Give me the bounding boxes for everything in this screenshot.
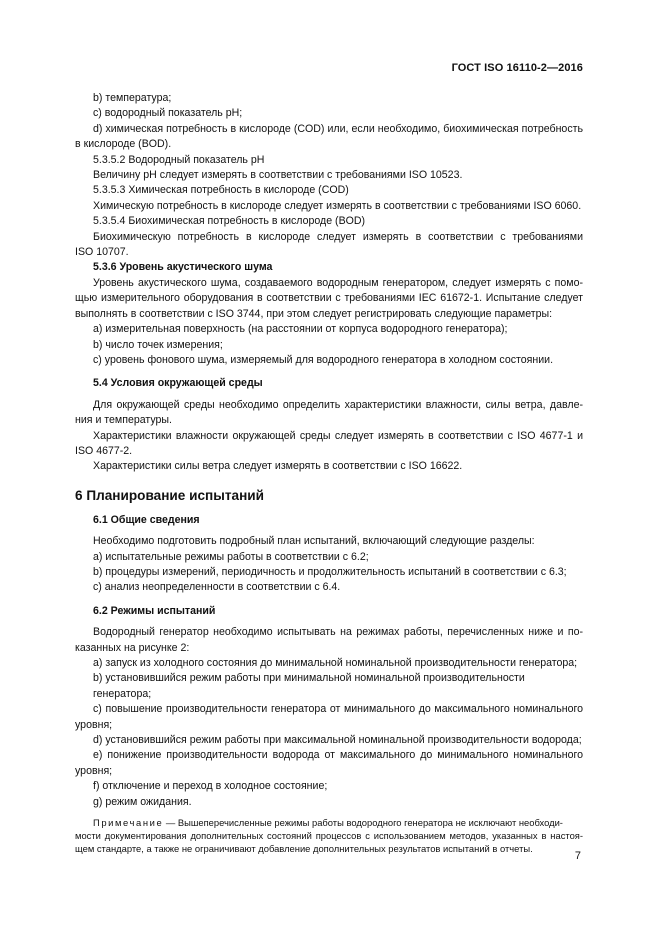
paragraph: Биохимическую потребность в кислороде следует измерять в соответствии с требованиями	[93, 230, 583, 243]
section-heading-5-3-6: 5.3.6 Уровень акустического шума	[93, 261, 273, 274]
paragraph-line: ния и температуры.	[75, 414, 172, 427]
paragraph-line: щью измерительного оборудования в соответствии с требованиями IEC 61672-1. Испытание следует	[75, 292, 583, 305]
section-heading-5-4: 5.4 Условия окружающей среды	[93, 377, 263, 390]
list-item: b) процедуры измерений, периодичность и продолжительность испытаний в соответствии с 6.3;	[93, 565, 567, 578]
note-label: Примечание	[93, 817, 164, 829]
list-item: a) испытательные режимы работы в соответствии с 6.2;	[93, 550, 369, 563]
note-line: мости документирования дополнительных состояний процессов с использованием методов, указанных в настоя-	[75, 830, 583, 842]
list-item: a) измерительная поверхность (на расстоянии от корпуса водородного генератора);	[93, 323, 508, 336]
paragraph: Характеристики силы ветра следует измерять в соответствии с ISO 16622.	[93, 460, 463, 473]
paragraph-line: ISO 4677-2.	[75, 444, 133, 457]
section-heading-6-1: 6.1 Общие сведения	[93, 513, 200, 526]
subsection-heading: 5.3.5.2 Водородный показатель рН	[93, 153, 265, 166]
subsection-heading: 5.3.5.3 Химическая потребность в кислороде (COD)	[93, 184, 349, 197]
list-item: b) число точек измерения;	[93, 338, 223, 351]
section-heading-6-2: 6.2 Режимы испытаний	[93, 604, 216, 617]
paragraph-line: в кислороде (BOD).	[75, 138, 172, 151]
list-item: b) установившийся режим работы при минимальной номинальной производительности генератора;	[93, 672, 525, 700]
paragraph: Величину рН следует измерять в соответствии с требованиями ISO 10523.	[93, 169, 463, 182]
list-item: a) запуск из холодного состояния до минимальной номинальной производительности генератора;	[93, 657, 578, 669]
paragraph: Химическую потребность в кислороде следует измерять в соответствии с требованиями ISO 6060.	[93, 199, 582, 212]
paragraph-line: выполнять в соответствии с ISO 3744, при этом следует регистрировать следующие параметры:	[75, 307, 553, 320]
paragraph: Характеристики влажности окружающей среды следует измерять в соответствии с ISO 4677-1 и	[93, 429, 583, 442]
list-item: c) водородный показатель рН;	[93, 107, 243, 120]
section-heading-6: 6 Планирование испытаний	[75, 487, 264, 503]
document-header: ГОСТ ISO 16110-2—2016	[451, 62, 583, 74]
list-item: g) режим ожидания.	[93, 795, 192, 808]
paragraph-line: казанных на рисунке 2:	[75, 641, 190, 654]
list-item: d) установившийся режим работы при максимальной номинальной производительности водорода;	[93, 734, 582, 747]
list-item: c) повышение производительности генератора от минимального до максимального номинального	[93, 703, 583, 716]
note-paragraph	[75, 816, 583, 829]
paragraph-line: ISO 10707.	[75, 246, 129, 259]
list-item: d) химическая потребность в кислороде (COD) или, если необходимо, биохимическая потребность	[93, 122, 583, 135]
paragraph-line: уровня;	[75, 764, 113, 777]
list-item: f) отключение и переход в холодное состояние;	[93, 780, 328, 793]
paragraph-line: уровня;	[75, 718, 113, 731]
paragraph: Уровень акустического шума, создаваемого водородным генератором, следует измерять с помо-	[93, 276, 583, 289]
paragraph: Для окружающей среды необходимо определить характеристики влажности, силы ветра, давле-	[93, 398, 583, 411]
note-text: — Вышеперечисленные режимы работы водородного генератора не исключают необходи-	[163, 817, 563, 829]
paragraph: Водородный генератор необходимо испытывать на режимах работы, перечисленных ниже и по-	[93, 626, 583, 639]
page-number: 7	[574, 850, 581, 862]
list-item: c) уровень фонового шума, измеряемый для водородного генератора в холодном состоянии.	[93, 353, 554, 366]
list-item: b) температура;	[93, 92, 172, 104]
paragraph: Необходимо подготовить подробный план испытаний, включающий следующие разделы:	[93, 535, 535, 548]
list-item: c) анализ неопределенности в соответствии с 6.4.	[93, 581, 341, 594]
note-line: щем стандарте, а также не ограничивают добавление дополнительных результатов испытаний в отчеты.	[75, 843, 533, 855]
subsection-heading: 5.3.5.4 Биохимическая потребность в кислороде (BOD)	[93, 215, 366, 228]
document-body	[75, 91, 583, 855]
list-item: e) понижение производительности водорода от максимального до минимального номинального	[93, 749, 583, 762]
